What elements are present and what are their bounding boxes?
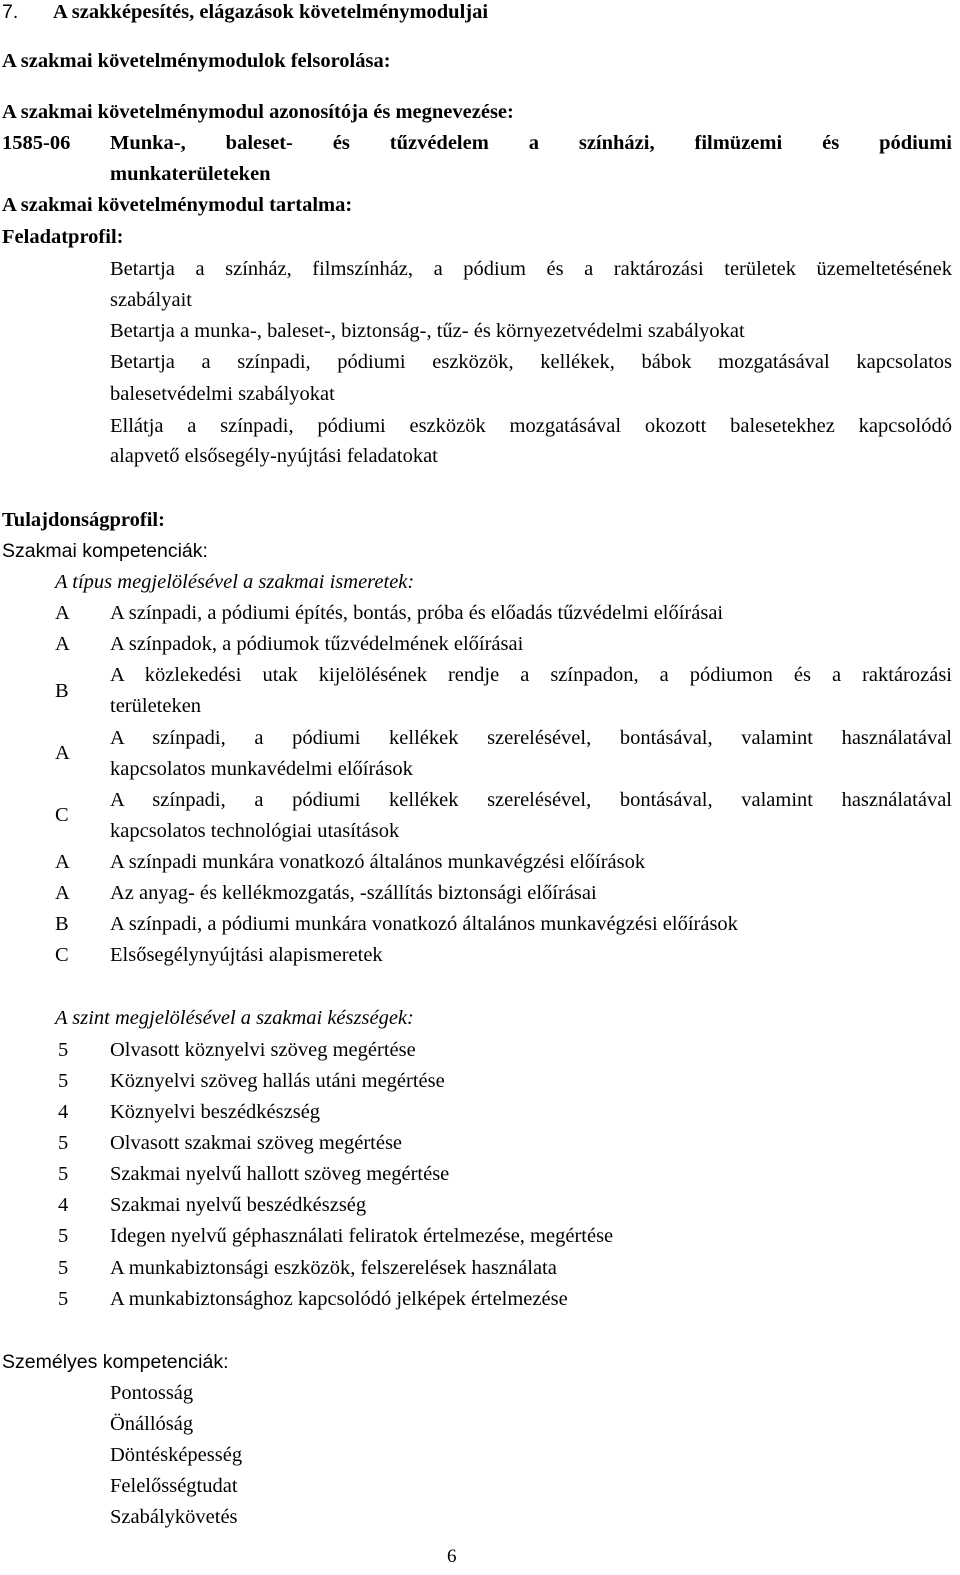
module-name-word: filmüzemi: [694, 132, 783, 154]
skill-level: 4: [58, 1194, 69, 1216]
module-name-word: a: [528, 132, 539, 154]
task-item-line: szabályait: [110, 289, 192, 311]
knowledge-type: A: [55, 633, 70, 655]
module-name-word: színházi,: [578, 132, 655, 154]
knowledge-type: B: [55, 680, 69, 702]
skill-level: 5: [58, 1070, 69, 1092]
knowledge-type: A: [55, 851, 70, 873]
skill-text: Szakmai nyelvű beszédkészség: [110, 1194, 367, 1216]
knowledge-text: A közlekedési utak kijelölésének rendje a színpadon, a pódiumon és a raktározási: [110, 664, 952, 686]
task-profile-heading: Feladatprofil:: [2, 226, 124, 248]
knowledge-text: A színpadok, a pódiumok tűzvédelmének előírásai: [110, 633, 524, 655]
knowledge-type: B: [55, 913, 69, 935]
skill-text: A munkabiztonsági eszközök, felszerelések használata: [110, 1257, 557, 1279]
knowledge-text: kapcsolatos technológiai utasítások: [110, 820, 400, 842]
skill-level: 5: [58, 1225, 69, 1247]
skill-text: Idegen nyelvű géphasználati feliratok értelmezése, megértése: [110, 1225, 614, 1247]
personal-item: Felelősségtudat: [110, 1475, 238, 1497]
personal-item: Pontosság: [110, 1382, 194, 1404]
personal-item: Döntésképesség: [110, 1444, 243, 1466]
personal-competences-heading: Személyes kompetenciák:: [2, 1351, 229, 1373]
knowledge-text: Elsősegélynyújtási alapismeretek: [110, 944, 383, 966]
knowledge-type: A: [55, 742, 70, 764]
skill-text: Szakmai nyelvű hallott szöveg megértése: [110, 1163, 450, 1185]
knowledge-text: Az anyag- és kellékmozgatás, -szállítás biztonsági előírásai: [110, 882, 597, 904]
skill-level: 5: [58, 1132, 69, 1154]
content-heading: A szakmai követelménymodul tartalma:: [2, 194, 353, 216]
module-name-word: és: [332, 132, 350, 154]
task-item-line: Betartja a színház, filmszínház, a pódium és a raktározási területek üzemeltetésének: [110, 258, 952, 280]
skill-level: 5: [58, 1163, 69, 1185]
knowledge-text: kapcsolatos munkavédelmi előírások: [110, 758, 413, 780]
skill-text: A munkabiztonsághoz kapcsolódó jelképek értelmezése: [110, 1288, 568, 1310]
skills-heading: A szint megjelölésével a szakmai készségek:: [55, 1007, 414, 1029]
knowledge-text: területeken: [110, 695, 202, 717]
task-item-line: alapvető elsősegély-nyújtási feladatokat: [110, 445, 438, 467]
module-name-word: baleset-: [225, 132, 293, 154]
section-number: 7.: [2, 1, 19, 23]
task-item-line: Betartja a színpadi, pódiumi eszközök, kellékek, bábok mozgatásával kapcsolatos: [110, 351, 952, 373]
module-id-heading: A szakmai követelménymodul azonosítója és megnevezése:: [2, 101, 514, 123]
module-name-word: Munka-,: [110, 132, 186, 154]
skill-text: Köznyelvi szöveg hallás utáni megértése: [110, 1070, 445, 1092]
skill-level: 5: [58, 1039, 69, 1061]
module-code: 1585-06: [2, 132, 71, 154]
task-item-line: Betartja a munka-, baleset-, biztonság-, tűz- és környezetvédelmi szabályokat: [110, 320, 745, 342]
knowledge-text: A színpadi, a pódiumi kellékek szerelésével, bontásával, valamint használatával: [110, 727, 952, 749]
knowledge-text: A színpadi munkára vonatkozó általános munkavégzési előírások: [110, 851, 646, 873]
module-name-word: és: [822, 132, 840, 154]
skill-level: 5: [58, 1288, 69, 1310]
task-item-line: balesetvédelmi szabályokat: [110, 383, 335, 405]
skill-text: Olvasott szakmai szöveg megértése: [110, 1132, 403, 1154]
skill-level: 4: [58, 1101, 69, 1123]
page-number: 6: [447, 1546, 457, 1567]
section-title: A szakképesítés, elágazások követelménymoduljai: [53, 1, 489, 23]
knowledge-text: A színpadi, a pódiumi építés, bontás, próba és előadás tűzvédelmi előírásai: [110, 602, 724, 624]
skill-text: Olvasott köznyelvi szöveg megértése: [110, 1039, 416, 1061]
skill-text: Köznyelvi beszédkészség: [110, 1101, 321, 1123]
skill-level: 5: [58, 1257, 69, 1279]
personal-item: Szabálykövetés: [110, 1506, 238, 1528]
module-name-word: pódiumi: [879, 132, 952, 154]
knowledge-text: A színpadi, a pódiumi kellékek szerelésével, bontásával, valamint használatával: [110, 789, 952, 811]
module-name-word: tűzvédelem: [389, 132, 489, 154]
modules-heading: A szakmai követelménymodulok felsorolása:: [2, 50, 391, 72]
property-profile-heading: Tulajdonságprofil:: [2, 509, 165, 531]
knowledge-heading: A típus megjelölésével a szakmai ismeretek:: [55, 571, 415, 593]
knowledge-type: C: [55, 944, 69, 966]
professional-competences-heading: Szakmai kompetenciák:: [2, 540, 208, 562]
knowledge-type: C: [55, 804, 69, 826]
module-name: [110, 130, 952, 156]
knowledge-type: A: [55, 882, 70, 904]
module-name-continuation: munkaterületeken: [110, 163, 271, 185]
knowledge-type: A: [55, 602, 70, 624]
knowledge-text: A színpadi, a pódiumi munkára vonatkozó általános munkavégzési előírások: [110, 913, 738, 935]
task-item-line: Ellátja a színpadi, pódiumi eszközök mozgatásával okozott balesetekhez kapcsolódó: [110, 415, 952, 437]
personal-item: Önállóság: [110, 1413, 194, 1435]
